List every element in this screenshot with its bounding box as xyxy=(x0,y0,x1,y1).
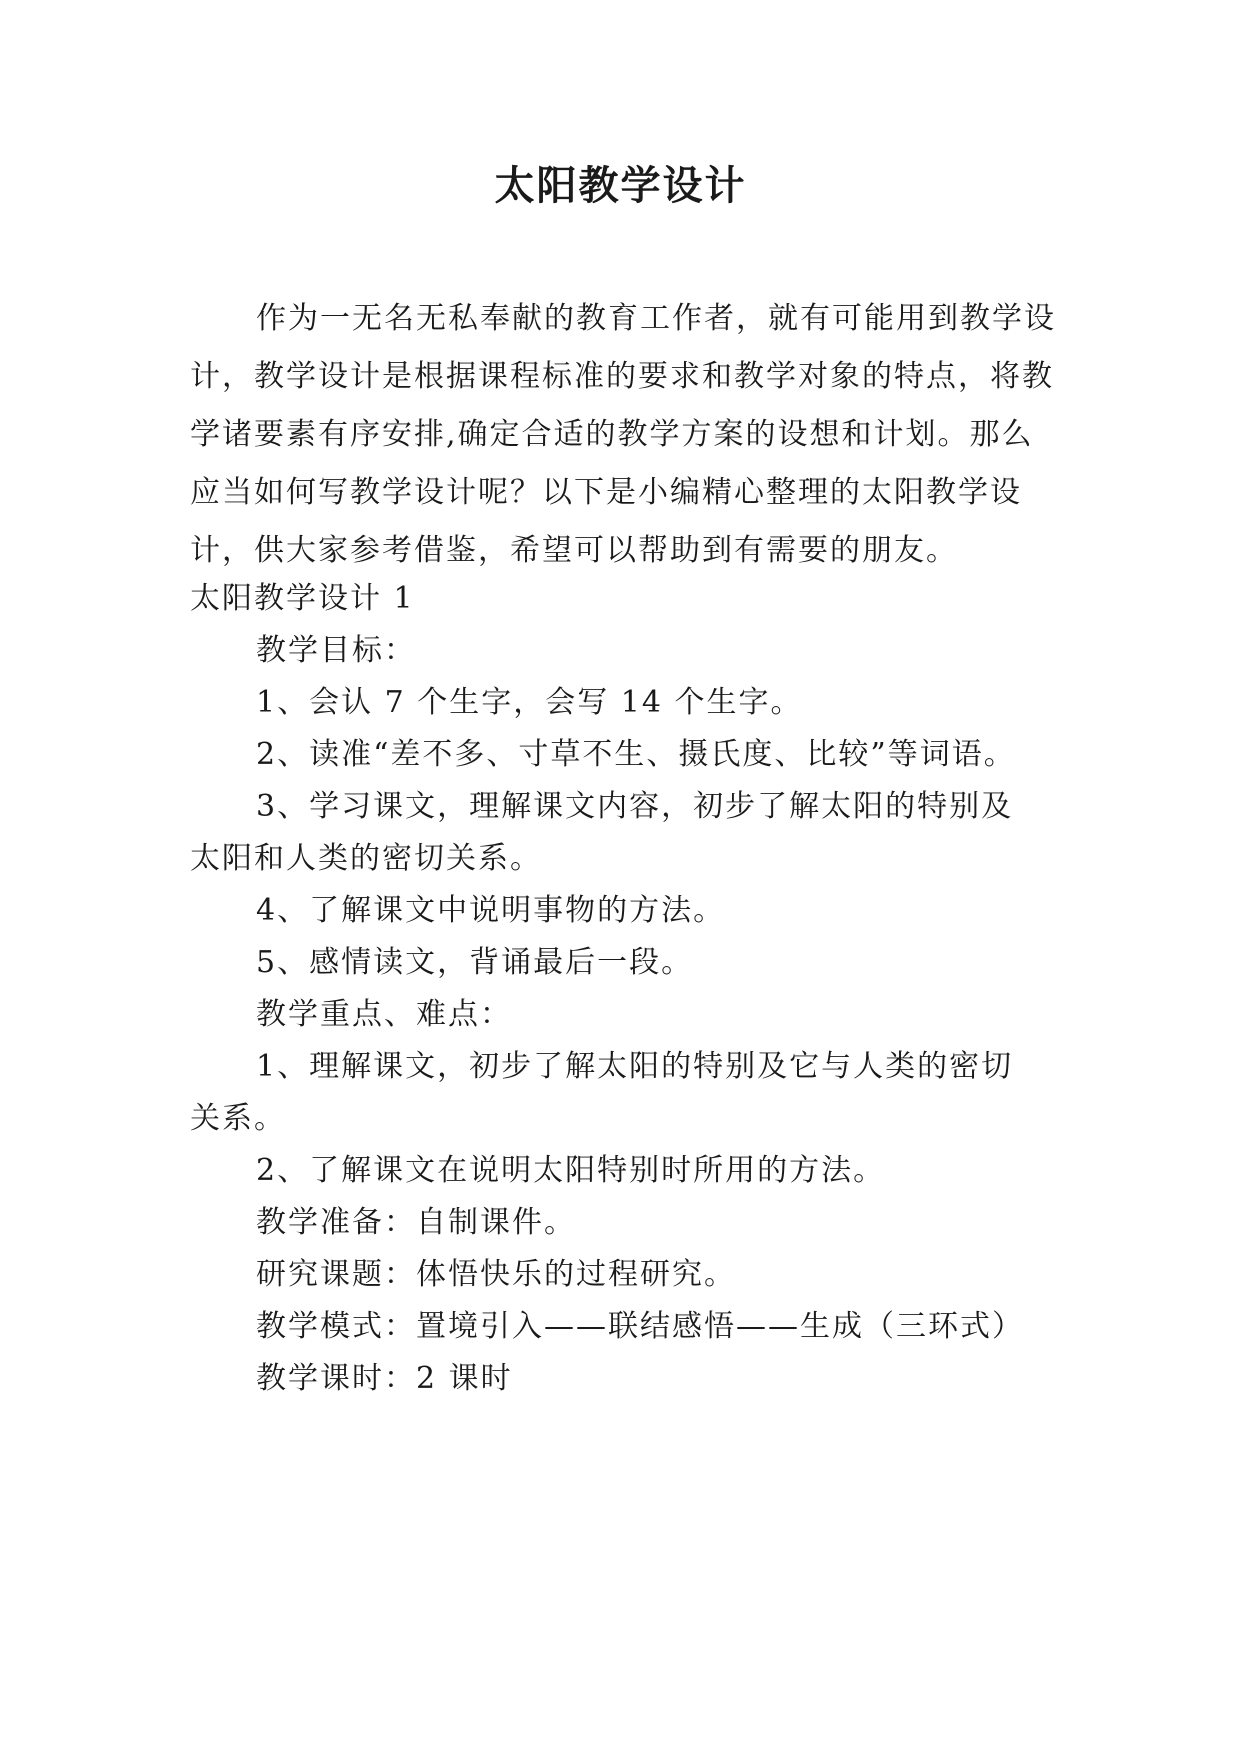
teaching-hours: 教学课时：2 课时 xyxy=(256,1361,513,1396)
key-point-item: 2、了解课文在说明太阳特别时所用的方法。 xyxy=(256,1153,886,1188)
objective-item-continued: 太阳和人类的密切关系。 xyxy=(190,841,542,876)
objective-item: 4、了解课文中说明事物的方法。 xyxy=(256,893,726,928)
objective-item: 2、读准“差不多、寸草不生、摄氏度、比较”等词语。 xyxy=(256,737,1016,772)
key-point-item-continued: 关系。 xyxy=(190,1101,286,1136)
objective-item: 5、感情读文，背诵最后一段。 xyxy=(256,945,694,980)
objectives-heading: 教学目标： xyxy=(256,633,416,668)
section-heading: 太阳教学设计 1 xyxy=(190,581,415,616)
research-topic: 研究课题：体悟快乐的过程研究。 xyxy=(256,1257,736,1292)
teaching-mode: 教学模式：置境引入——联结感悟——生成（三环式） xyxy=(256,1309,1024,1344)
objective-item: 1、会认 7 个生字，会写 14 个生字。 xyxy=(256,685,803,720)
teaching-preparation: 教学准备：自制课件。 xyxy=(256,1205,576,1240)
objective-item: 3、学习课文，理解课文内容，初步了解太阳的特别及 xyxy=(256,789,1014,824)
key-points-heading: 教学重点、难点： xyxy=(256,997,512,1032)
document-title: 太阳教学设计 xyxy=(494,162,747,209)
key-point-item: 1、理解课文，初步了解太阳的特别及它与人类的密切 xyxy=(256,1049,1014,1084)
intro-paragraph: 作为一无名无私奉献的教育工作者，就有可能用到教学设计，教学设计是根据课程标准的要求和教学对象的特点，将教学诸要素有序安排,确定合适的教学方案的设想和计划。那么应当如何写教学设计呢？以下是小编精心整理的太阳教学设计，供大家参考借鉴，希望可以帮助到有需要的朋友。 xyxy=(190,301,1056,568)
